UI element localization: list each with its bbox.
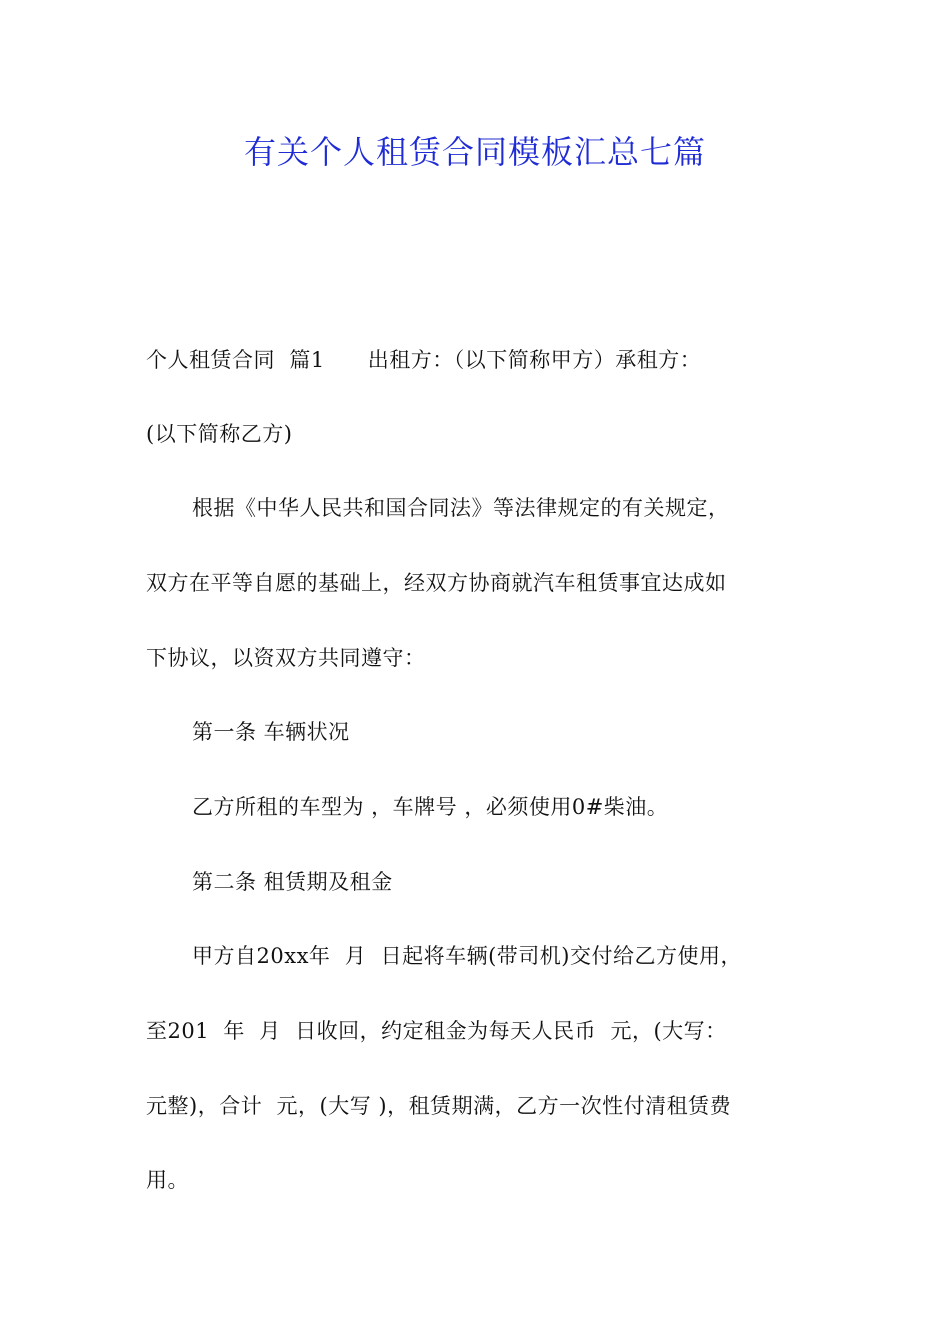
text-line: 至201 年 月 日收回，约定租金为每天人民币 元，(大写： bbox=[146, 1019, 727, 1043]
section-heading: 第二条 租赁期及租金 bbox=[192, 870, 393, 894]
text-line: 个人租赁合同 篇1 出租方：（以下简称甲方）承租方： bbox=[146, 348, 702, 372]
document-title: 有关个人租赁合同模板汇总七篇 bbox=[243, 133, 706, 171]
text-line: 甲方自20xx年 月 日起将车辆(带司机)交付给乙方使用， bbox=[192, 944, 742, 968]
text-line: 乙方所租的车型为 ，车牌号 ，必须使用0#柴油。 bbox=[192, 795, 669, 819]
text-line: (以下简称乙方) bbox=[146, 422, 293, 446]
text-line: 下协议，以资双方共同遵守： bbox=[146, 646, 426, 670]
text-line: 双方在平等自愿的基础上，经双方协商就汽车租赁事宜达成如 bbox=[146, 571, 727, 595]
text-line: 用。 bbox=[146, 1168, 189, 1192]
text-line: 元整)，合计 元，(大写 )，租赁期满，乙方一次性付清租赁费 bbox=[146, 1094, 732, 1118]
section-heading: 第一条 车辆状况 bbox=[192, 720, 350, 744]
text-line: 根据《中华人民共和国合同法》等法律规定的有关规定， bbox=[192, 496, 730, 520]
